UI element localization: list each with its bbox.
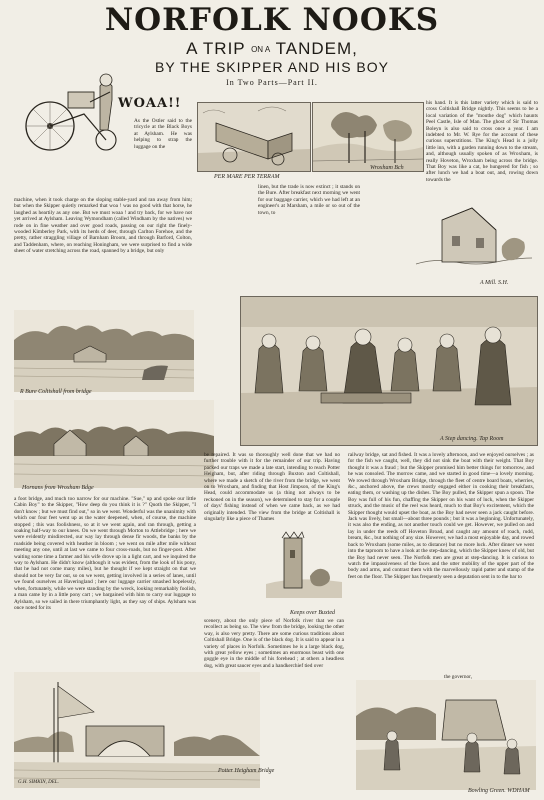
caption-wroxham-broad: Hornans from Wroxham Bdge bbox=[22, 485, 94, 491]
page-title: NORFOLK NOOKS bbox=[104, 2, 440, 38]
paragraph: the governor, bbox=[444, 674, 473, 680]
caption-wroxham: Wroxham Bch bbox=[370, 165, 404, 171]
paragraph: a foot bridge, and much too narrow for our machine. "Sue," up and spoke our little Cabin Boy" to the Skipper, "How deep do you think it is ?" Quoth the Skipper, "I don't know ; but we must find out," so in we went. Wonderful was the unanimity with which our four feet went up as the water deepened, when, of course, the machine stopped ; this was foolishness, so at it we went again, and ran through, getting a soaking half-way to our knees. On we went through Morton to Attlebridge ; here we were evidently misdirected, our way lay through dense fir woods, the banks by the roadside being covered with heather in bloom ; we went on mile after mile without meeting any one, until at last we came to four cross-roads, but no finger-post. After waiting some time a farmer and his wife drove up in a light cart, and we inquired the way to Aylsham. He didn't know (although it was evident, from the look of his pony, that he had not come many miles), but he thought if we kept straight on that we should not be very far out, so on we went, getting involved in a series of lanes, until we found ourselves at Haveringland ; here our luggage carrier smashed hopelessly, when, fortunately, while we were standing by the wreck, looking remarkably foolish, a man came by in a little pony cart ; we bargained with him to carry our luggage to Aylsham, so we sailed in there triumphantly light, as they say of ships. Aylsham was once noted for its bbox=[14, 496, 196, 611]
caption-bure: R Bure Coltishall from bridge bbox=[20, 389, 92, 395]
paragraph: As the Ostler said to the tricycle at the Black Boys at Aylsham. He was helping to strap the luggage on the bbox=[134, 118, 192, 150]
text-left-intro bbox=[134, 118, 192, 194]
caption-per-mare: PER MARE PER TERRAM bbox=[214, 174, 280, 180]
paragraph: linen, but the trade is now extinct ; it stands on the Bure. After breakfast next morning we went for our baggage carrier, which we had left at an engineer's at Marsham, a mile or so out of the town, to bbox=[258, 184, 360, 216]
illustration-wroxham-trees bbox=[312, 102, 424, 172]
paragraph: machine, when it took charge on the sloping stable-yard and ran away from him; but when the Skipper quietly remarked that woa ! was no good with that horse, he laughed as heartily as any one. But we must woaa ! and try back, for we have not yet arrived at Aylsham. Leaving Wymondham (called Windham by the natives) we rode on in fine weather and over good roads, passing on our right the finely-wooded Kimberley Park, with its herds of deer, through Carlton Forehoe, and the pretty, rather straggling village of Barnham Broom, and through Barford, Colton, and Taddenham, where, on reaching Honingham, we were surprised to find a wide sheet of water stretching across the road, spanned by a bridge, but only bbox=[14, 197, 192, 255]
subtitle-small: ON A bbox=[251, 45, 271, 55]
subtitle-pre: A TRIP bbox=[186, 39, 246, 58]
tricycle-illustration bbox=[14, 62, 134, 154]
caption-buxton: Keeps over Buxted bbox=[290, 610, 335, 616]
illustration-buxton-tower bbox=[262, 520, 346, 610]
paragraph: his hand. It is this latter variety which is said to cross Coltishall Bridge nightly. This seems to be a local variation of the "mouthe dog" which haunts Peel Castle, Isle of Man. The ghost of Sir Thomas Boleyn is also said to cross once a year. I am indebted to Mr. W. Rye for the account of these curious superstitions. The King's Head is a jolly little inn, with a garden running down to the stream, and, although usually spoken of as Wroxham, is really Hoveton, Wroxham being across the bridge. That Boy was like a cat, he hungered for fish ; so after lunch we had a boat out, and, rowing down towards the bbox=[426, 100, 538, 183]
byline: BY THE SKIPPER AND HIS BOY bbox=[155, 59, 389, 76]
caption-bowling-green: Bowling Green. WDHAM bbox=[468, 788, 530, 794]
paragraph: railway bridge, sat and fished. It was a lovely afternoon, and we enjoyed ourselves ; as for the fish we caught, well, they did not sink the boat with their weight. That Boy thought it was a fraud ; but the Skipper promised him better things for tomorrow, and he was consoled. The morrow came, and we started in good time—a lovely morning. We rowed through Wroxham Bridge, through the fleet of centre board boats, wherries, &c., anchored above, the crews mostly engaged either in cooking their breakfasts, eating them, or washing up the dishes. The Boy pulled, the Skipper spun a spoon. The Boy was full of his fun, chaffing the Skipper on his want of luck, when the Skipper struck, and the music of the reel was heard, much to that Boy's excitement, which the Skipper thought would upset the boat, as the Boy had never seen a jack caught before. Jack was lively, but small—about three pounds ; but it was a beginning. Unfortunately, it was also the ending, as not another touch could we get. However, we pulled on and lay in under the reeds off Hoveton Broad, and caught any amount of roach, rudd, bream, &c., but nothing of any size. However, we had a most enjoyable day, and rowed back to Wroxham (some miles, as to distance) but no more luck. After dinner we went into the taproom to have a look at the step-dancing, which the Skipper knew of old, but the Boy had never seen. The Norfolk men are great at step-dancing. It is curious to watch the impassiveness of the faces and the utter mobility of the upper part of the body and arms, and contrast them with the marvellously rapid patter and stamp of the feet on the floor. The Skipper has frequently seen a deputation sent in to the bar to bbox=[348, 452, 534, 580]
subtitle bbox=[0, 39, 544, 59]
paragraph: be repaired. It was so thoroughly well done that we had no further trouble with it for the remainder of our trip. Having packed our traps we made a late start, intending to reach Potter Heigham, but, after riding through Buxton and Coltishall, where we made a sketch of the river from the bridge, we went on to Wroxham, and finding that Host Jimpson, of the King's Head, could accommodate us (a thing not always to be reckoned on in the season), we determined to stay for a couple of days' fishing instead of when we came back, as we had originally intended. The view from the bridge at Coltishall is singularly like a piece of Thames bbox=[204, 452, 340, 523]
caption-mill: A Mill. S.H. bbox=[480, 280, 509, 286]
illustration-mill bbox=[412, 190, 532, 290]
illustration-bure-coltishall bbox=[14, 310, 194, 392]
text-right-top bbox=[426, 100, 538, 188]
caption-step-dancing: A Step dancing. Tap Room bbox=[440, 436, 504, 442]
text-mid-top bbox=[258, 184, 360, 234]
illustration-wroxham-village bbox=[14, 400, 214, 488]
subtitle-post: TANDEM, bbox=[275, 39, 358, 58]
text-left-main bbox=[14, 197, 192, 309]
text-bottom-right bbox=[348, 452, 534, 676]
dropcap-woaa: WOAA!! bbox=[118, 96, 182, 111]
caption-signature: G.H. SIMKIN, DEL. bbox=[18, 780, 59, 785]
illustration-step-dancing-tap-room bbox=[240, 296, 538, 446]
parts-note: In Two Parts—Part II. bbox=[226, 78, 318, 88]
text-bottom-left bbox=[14, 496, 196, 672]
illustration-per-mare-per-terram bbox=[197, 102, 311, 172]
illustration-bowling-green bbox=[356, 680, 536, 790]
caption-potter-heigham: Potter Heigham Bridge bbox=[218, 768, 275, 774]
paragraph: scenery, about the only piece of Norfolk river that we can recollect as being so. The view from the bridge, looking the other way, is also very pretty. There are some curious traditions about Coltishall Bridge. One is of the black dog. It is said to appear in a variety of places in Norfolk. Sometimes he is a large black dog, with great yellow eyes ; sometimes an enormous beast with one goggle eye in the middle of his forehead ; at others a headless dog, with great saucer eyes and a handkerchief tied over bbox=[204, 618, 344, 669]
